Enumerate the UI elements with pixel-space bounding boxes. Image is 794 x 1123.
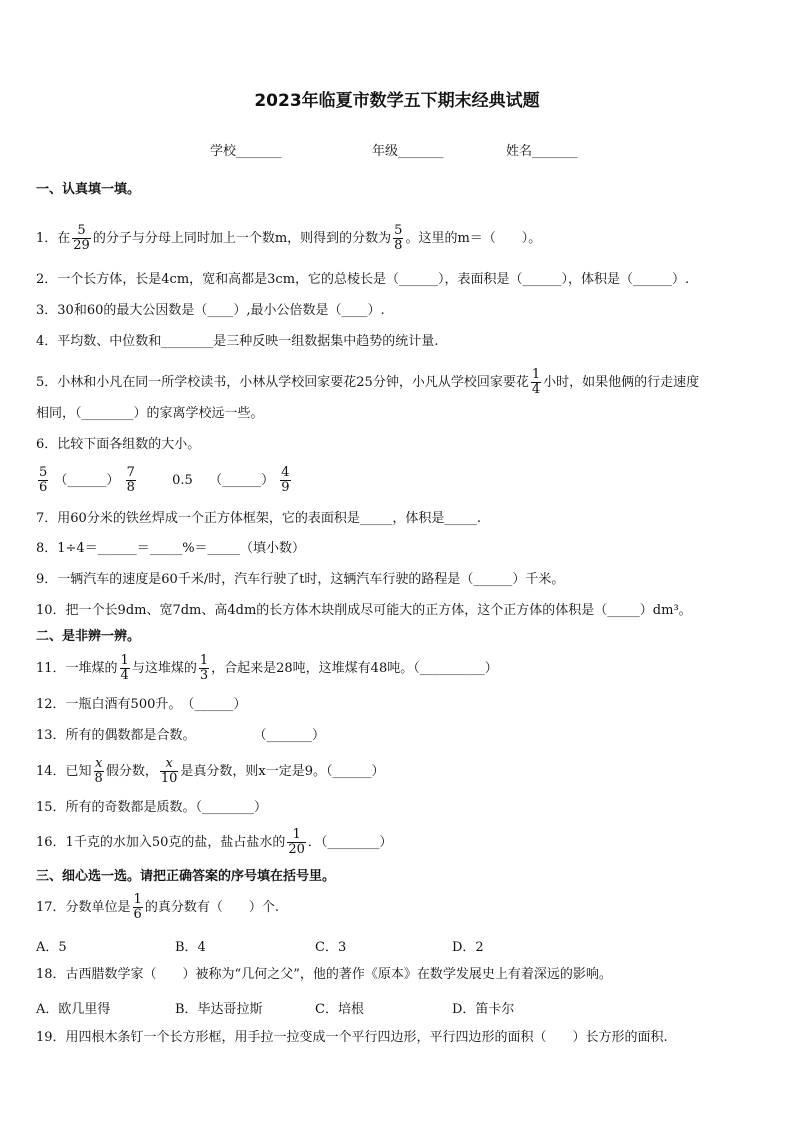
fraction: $\frac{1}{4}$ <box>531 367 541 397</box>
question-4: 4．平均数、中位数和________是三种反映一组数据集中趋势的统计量. <box>36 334 439 349</box>
fraction: $\frac{1}{3}$ <box>199 653 209 683</box>
q17-option-d: D．2 <box>452 940 484 955</box>
question-14: 14．已知 $\frac{x}{8}$ 假分数， $\frac{x}{10}$ 是真分数，则x一定是9。（______） <box>36 756 385 786</box>
fraction: $\frac{x}{8}$ <box>94 756 103 786</box>
school-field: 学校_______ <box>210 144 282 159</box>
question-8: 8．1÷4＝______＝_____%＝_____（填小数） <box>36 541 306 556</box>
question-1: 1．在 $\frac{5}{29}$ 的分子与分母上同时加上一个数m，则得到的分数为 $\frac{5}{8}$ 。这里的m＝（ ）。 <box>36 223 542 253</box>
q17-option-b: B．4 <box>175 940 206 955</box>
section-3-heading: 三、细心选一选。请把正确答案的序号填在括号里。 <box>36 869 336 884</box>
fraction: $\frac{4}{9}$ <box>281 465 290 495</box>
question-6: 6．比较下面各组数的大小。 <box>36 437 201 452</box>
question-3: 3．30和60的最大公因数是（____）,最小公倍数是（____）. <box>36 303 385 318</box>
question-5-line-1: 5．小林和小凡在同一所学校读书，小林从学校回家要花25分钟，小凡从学校回家要花 $\frac{1}{4}$ 小时，如果他俩的行走速度 <box>36 367 700 397</box>
question-16: 16．1千克的水加入50克的盐，盐占盐水的 $\frac{1}{20}$ ．（________） <box>36 827 393 857</box>
question-17: 17．分数单位是 $\frac{1}{6}$ 的真分数有（ ）个. <box>36 892 279 922</box>
q17-option-a: A．5 <box>36 940 67 955</box>
question-2: 2．一个长方体，长是4cm，宽和高都是3cm，它的总棱长是（______），表面积是（______），体积是（______）. <box>36 272 690 287</box>
question-9: 9．一辆汽车的速度是60千米/时，汽车行驶了t时，这辆汽车行驶的路程是（______）千米。 <box>36 572 565 587</box>
fraction: $\frac{5}{6}$ <box>39 465 48 495</box>
q18-option-c: C．培根 <box>315 1002 364 1017</box>
question-18: 18．古西腊数学家（ ）被称为“几何之父”，他的著作《原本》在数学发展史上有着深远的影响。 <box>36 967 612 982</box>
question-7: 7．用60分米的铁丝焊成一个正方体框架，它的表面积是_____，体积是_____. <box>36 511 481 526</box>
q17-option-c: C．3 <box>315 940 347 955</box>
question-15: 15．所有的奇数都是质数。（________） <box>36 800 268 815</box>
section-2-heading: 二、是非辨一辨。 <box>36 629 141 644</box>
q18-option-a: A．欧几里得 <box>36 1002 111 1017</box>
fraction: $\frac{5}{29}$ <box>73 223 90 253</box>
grade-field: 年级_______ <box>372 144 444 159</box>
fraction: $\frac{5}{8}$ <box>394 223 403 253</box>
fraction: $\frac{1}{20}$ <box>288 827 305 857</box>
question-6-comparisons: $\frac{5}{6}$ （______） $\frac{7}{8}$ 0.5 （______） $\frac{4}{9}$ <box>39 465 290 495</box>
section-1-heading: 一、认真填一填。 <box>36 182 141 197</box>
question-10: 10．把一个长9dm、宽7dm、高4dm的长方体木块削成尽可能大的正方体，这个正方体的体积是（_____）dm³。 <box>36 603 692 618</box>
question-11: 11．一堆煤的 $\frac{1}{4}$ 与这堆煤的 $\frac{1}{3}$ ，合起来是28吨，这堆煤有48吨。（__________） <box>36 653 498 683</box>
fraction: $\frac{1}{4}$ <box>120 653 129 683</box>
question-5-line-2: 相同，（________）的家离学校远一些。 <box>36 406 264 421</box>
question-12: 12．一瓶白酒有500升。 （______） <box>36 697 247 712</box>
fraction: $\frac{7}{8}$ <box>126 465 135 495</box>
q18-option-d: D．笛卡尔 <box>452 1002 515 1017</box>
question-19: 19．用四根木条钉一个长方形框，用手拉一拉变成一个平行四边形，平行四边形的面积（ ）长方形的面积. <box>36 1030 668 1045</box>
page-title: 2023年临夏市数学五下期末经典试题 <box>254 91 540 111</box>
fraction: $\frac{1}{6}$ <box>133 892 142 922</box>
fraction: $\frac{x}{10}$ <box>160 756 178 786</box>
q18-option-b: B．毕达哥拉斯 <box>175 1002 263 1017</box>
name-field: 姓名_______ <box>506 144 578 159</box>
question-13: 13．所有的偶数都是合数。 （_______） <box>36 728 326 743</box>
